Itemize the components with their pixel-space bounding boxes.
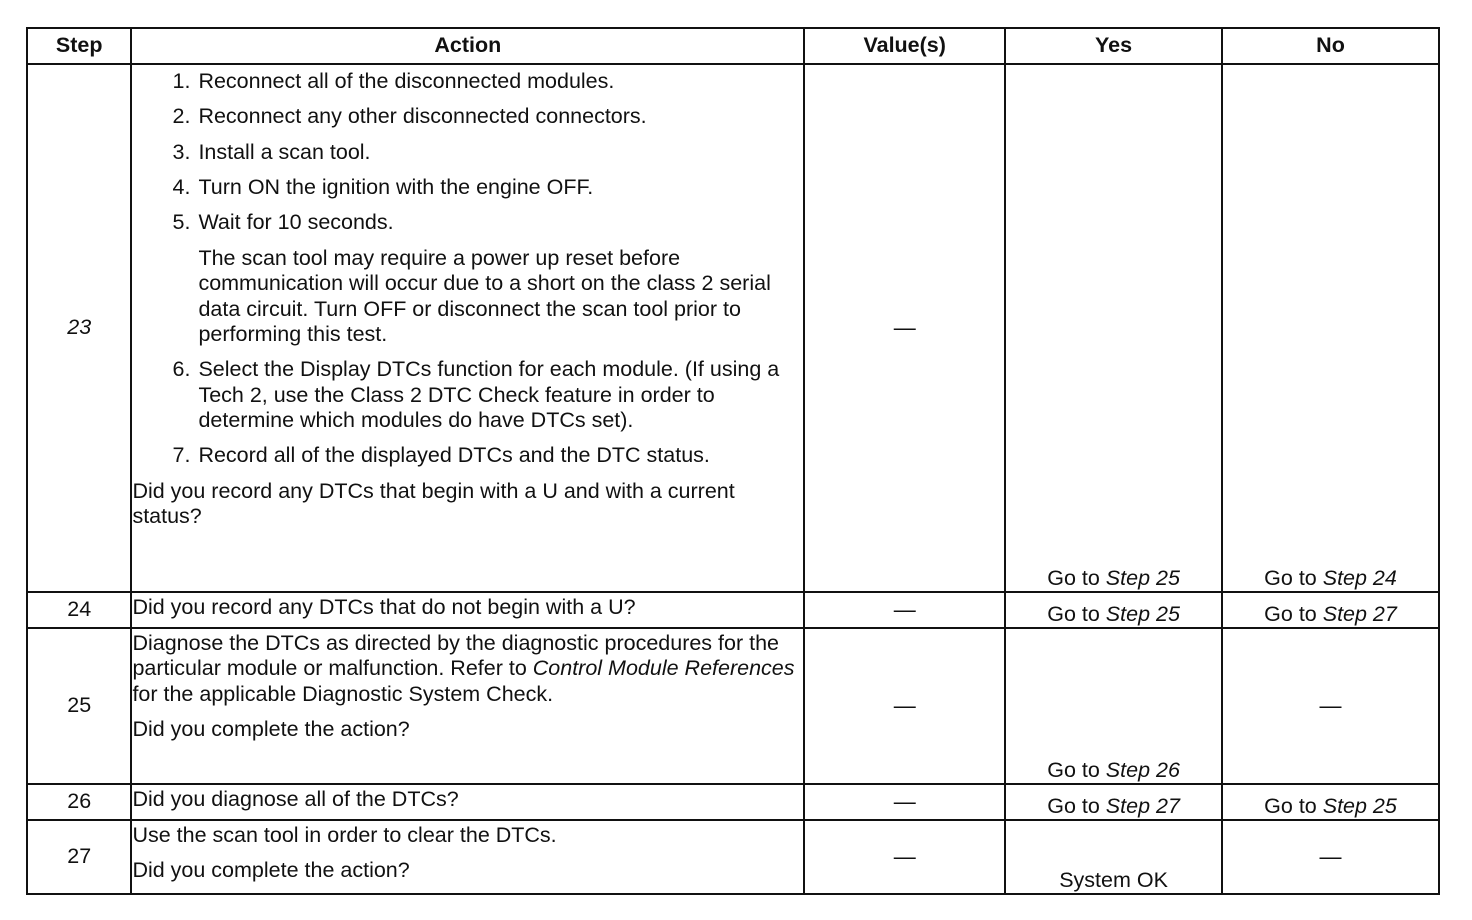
no-step-link[interactable]: Step 27 <box>1322 601 1397 626</box>
scan-tool-note: The scan tool may require a power up reset before communication will occur due to a short on the class 2 serial data circuit. Turn OFF or disconnect the scan tool prior to performing this test. <box>198 245 771 346</box>
step-number: 23 <box>27 64 131 592</box>
step-item-text: Select the Display DTCs function for each module. (If using a Tech 2, use the Class 2 DTC Check feature in order to determine which modules do have DTCs set). <box>198 357 780 432</box>
step-number: 25 <box>27 628 131 784</box>
yes-step-link[interactable]: Step 25 <box>1105 565 1180 590</box>
value-cell <box>804 784 1005 820</box>
table-row-step-26 <box>27 784 1439 820</box>
step-item-number: 4. <box>172 175 191 200</box>
header-action: Action <box>131 28 804 64</box>
table-row-step-25 <box>27 628 1439 784</box>
yes-step-link[interactable]: Step 27 <box>1105 793 1180 818</box>
header-yes: Yes <box>1005 28 1222 64</box>
step-item-number: 2. <box>172 104 191 129</box>
action-cell <box>131 592 804 628</box>
list-item <box>132 443 803 468</box>
value-dash: — <box>893 788 916 814</box>
step-item-text: Reconnect any other disconnected connectors. <box>198 104 647 129</box>
step-item-number: 6. <box>172 357 191 382</box>
step-number: 27 <box>27 820 131 894</box>
step-number: 26 <box>27 784 131 820</box>
list-item <box>132 140 803 165</box>
header-values: Value(s) <box>804 28 1005 64</box>
no-cell <box>1222 64 1439 592</box>
step-item-text: Turn ON the ignition with the engine OFF. <box>198 175 594 200</box>
paragraph-text: Diagnose the DTCs as directed by the diagnostic procedures for the particular module or malfunction. Refer to <box>132 631 779 681</box>
value-cell <box>804 820 1005 894</box>
action-cell <box>131 64 804 592</box>
step-question: Did you record any DTCs that do not begin with a U? <box>132 595 636 619</box>
no-dash: — <box>1319 693 1342 719</box>
no-prefix: Go to <box>1264 565 1323 590</box>
value-dash: — <box>893 692 916 718</box>
step-item-number: 5. <box>172 210 191 235</box>
diagnostic-page <box>26 27 1440 895</box>
action-paragraph <box>132 631 803 707</box>
step-item-number: 3. <box>172 139 191 164</box>
list-item <box>132 175 803 200</box>
value-cell <box>804 628 1005 784</box>
no-cell <box>1222 784 1439 820</box>
yes-prefix: Go to <box>1047 601 1106 626</box>
yes-cell <box>1005 64 1222 592</box>
step-question: Did you complete the action? <box>132 858 410 883</box>
step-question: Did you complete the action? <box>132 717 410 742</box>
step-item-text: Install a scan tool. <box>198 139 371 164</box>
value-dash: — <box>893 596 916 622</box>
yes-prefix: Go to <box>1047 565 1106 590</box>
no-prefix: Go to <box>1264 601 1323 626</box>
step-question: Did you record any DTCs that begin with a U and with a current status? <box>132 478 735 529</box>
table-row-step-23 <box>27 64 1439 592</box>
action-cell <box>131 820 804 894</box>
value-dash: — <box>893 314 916 340</box>
header-step: Step <box>27 28 131 64</box>
step-question: Did you diagnose all of the DTCs? <box>132 787 459 811</box>
list-item <box>132 69 803 94</box>
yes-step-link[interactable]: Step 26 <box>1105 757 1180 782</box>
yes-cell <box>1005 784 1222 820</box>
paragraph-text: for the applicable Diagnostic System Check. <box>132 681 554 706</box>
list-item <box>132 357 803 433</box>
yes-cell <box>1005 628 1222 784</box>
action-paragraph: Use the scan tool in order to clear the DTCs. <box>132 823 557 847</box>
step-item-text: Wait for 10 seconds. <box>198 210 394 235</box>
step-item-number: 7. <box>172 443 191 468</box>
header-no: No <box>1222 28 1439 64</box>
action-steps-list <box>132 69 803 236</box>
step-number: 24 <box>27 592 131 628</box>
diagnostic-table <box>26 27 1440 895</box>
no-cell <box>1222 592 1439 628</box>
no-prefix: Go to <box>1264 793 1323 818</box>
no-step-link[interactable]: Step 25 <box>1322 793 1397 818</box>
step-item-number: 1. <box>172 69 191 93</box>
yes-step-link[interactable]: Step 25 <box>1105 601 1180 626</box>
action-cell <box>131 784 804 820</box>
yes-prefix: Go to <box>1047 793 1106 818</box>
table-row-step-27 <box>27 820 1439 894</box>
no-cell <box>1222 628 1439 784</box>
action-cell <box>131 628 804 784</box>
table-header-row <box>27 28 1439 64</box>
list-item <box>132 210 803 235</box>
value-dash: — <box>893 843 916 869</box>
yes-cell <box>1005 592 1222 628</box>
no-dash: — <box>1319 844 1342 870</box>
reference-link[interactable]: Control Module References <box>532 656 795 681</box>
system-ok-label: System OK <box>1059 867 1168 892</box>
yes-cell <box>1005 820 1222 894</box>
no-cell <box>1222 820 1439 894</box>
yes-prefix: Go to <box>1047 757 1106 782</box>
value-cell <box>804 592 1005 628</box>
no-step-link[interactable]: Step 24 <box>1322 565 1397 590</box>
action-steps-list-continued <box>132 357 803 468</box>
step-item-text: Record all of the displayed DTCs and the DTC status. <box>198 443 710 468</box>
list-item <box>132 104 803 129</box>
table-row-step-24 <box>27 592 1439 628</box>
value-cell <box>804 64 1005 592</box>
step-item-text: Reconnect all of the disconnected modules. <box>198 69 615 93</box>
